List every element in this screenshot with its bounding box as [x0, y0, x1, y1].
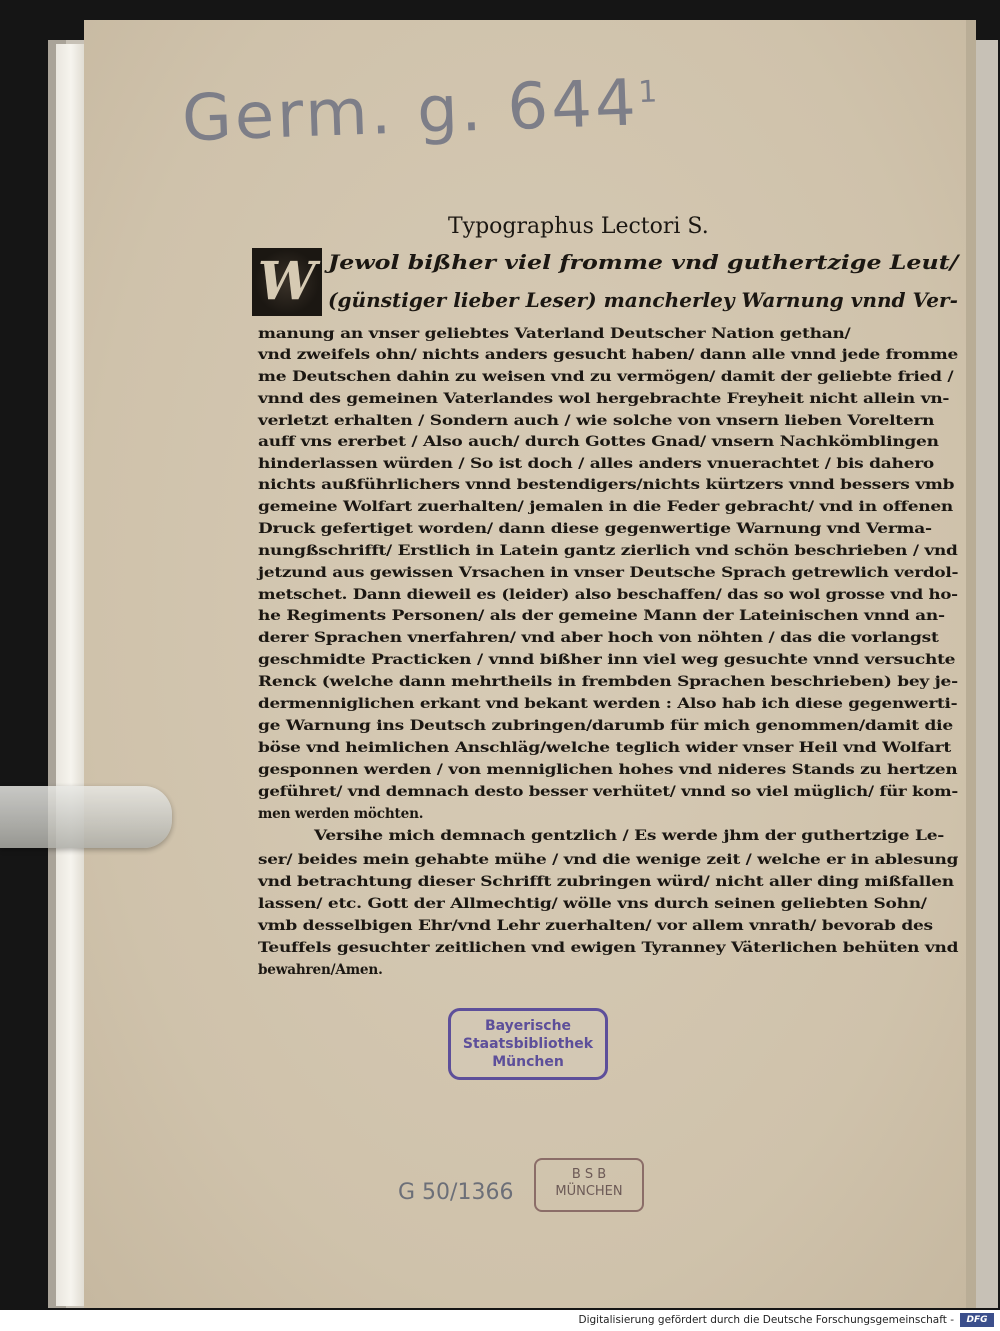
text-line: vmb desselbigen Ehr/vnd Lehr zuerhalten/ vor allem vnrath/ bevorab des [258, 918, 933, 934]
footer-bar [0, 1310, 1000, 1331]
stamp-line: München [492, 1054, 564, 1070]
paper-flap [56, 44, 86, 1306]
text-line: men werden möchten. [258, 806, 424, 822]
footer-credit: Digitalisierung gefördert durch die Deutsche Forschungsgemeinschaft - [578, 1314, 954, 1326]
text-line: gemeine Wolfart zuerhalten/ jemalen in die Feder gebracht/ vnd in offenen [258, 499, 954, 515]
text-line: derer Sprachen vnerfahren/ vnd aber hoch von nöhten / das die vorlangst [258, 630, 939, 646]
stamp-line: Staatsbibliothek [462, 1036, 594, 1052]
text-line: nichts außführlichers vnnd bestendigers/nichts kürtzers vnnd bessers vmb [258, 477, 955, 493]
text-line: Druck gefertiget worden/ dann diese gegenwertige Warnung vnd Verma- [258, 521, 932, 537]
initial-letter: W [257, 251, 317, 312]
stamp-line: B S B [571, 1167, 607, 1182]
text-line: Jewol bißher viel fromme vnd guthertzige Leut/ [328, 250, 959, 274]
text-line: geführet/ vnd demnach desto besser verhütet/ vnnd so viel müglich/ für kom- [258, 784, 959, 800]
text-line: gesponnen werden / von menniglichen hohes vnd nideres Stands zu hertzen [258, 762, 958, 778]
text-line: böse vnd heimlichen Anschläg/welche teglich wider vnser Heil vnd Wolfart [258, 740, 952, 756]
library-stamp [448, 1008, 608, 1080]
page-heading: Typographus Lectori S. [448, 214, 709, 239]
stamp-line: MÜNCHEN [555, 1184, 623, 1199]
text-line: Teuffels gesuchter zeitlichen vnd ewigen Tyranney Väterlichen behüten vnd [258, 940, 959, 956]
dfg-logo: DFG [960, 1313, 994, 1327]
page-edge [966, 20, 976, 1308]
text-line: bewahren/Amen. [258, 962, 383, 978]
text-line: jetzund aus gewissen Vrsachen in vnser Deutsche Sprach getrewlich verdol- [258, 565, 959, 581]
shelfmark-text: Germ. g. 644 [180, 66, 640, 157]
stamp-line: Bayerische [484, 1018, 572, 1034]
text-line: nungßschrifft/ Erstlich in Latein gantz zierlich vnd schön beschrieben / vnd [258, 543, 958, 559]
text-line: metschet. Dann dieweil es (leider) also beschaffen/ das so wol grosse vnd ho- [258, 587, 958, 603]
text-line: vnnd des gemeinen Vaterlandes wol hergebrachte Freyheit nicht allein vn- [258, 391, 950, 407]
text-line: manung an vnser geliebtes Vaterland Deutscher Nation gethan/ [258, 326, 851, 342]
text-line: he Regiments Personen/ als der gemeine Mann der Lateinischen vnnd an- [258, 608, 945, 624]
text-line: verletzt erhalten / Sondern auch / wie solche von vnsern lieben Voreltern [258, 413, 935, 429]
text-line: lassen/ etc. Gott der Allmechtig/ wölle vns durch seinen geliebten Sohn/ [258, 896, 927, 912]
bsb-stamp [534, 1158, 644, 1212]
decorated-initial [252, 248, 322, 316]
shelfmark-suffix: 1 [637, 74, 661, 111]
text-line: ser/ beides mein gehabte mühe / vnd die wenige zeit / welche er in ablesung [258, 852, 959, 868]
text-line: Renck (welche dann mehrtheils in frembden Sprachen beschrieben) bey je- [258, 674, 958, 690]
text-line: auff vns ererbet / Also auch/ durch Gottes Gnad/ vnsern Nachkömblingen [258, 434, 939, 450]
text-line: Versihe mich demnach gentzlich / Es werde jhm der guthertzige Le- [314, 828, 945, 844]
glass-clip [0, 786, 172, 848]
text-line: (günstiger lieber Leser) mancherley Warnung vnnd Ver- [328, 288, 958, 312]
text-line: hinderlassen würden / So ist doch / alles anders vnuerachtet / bis dahero [258, 456, 934, 472]
text-line: dermenniglichen erkant vnd bekant werden : Also hab ich diese gegenwerti- [258, 696, 958, 712]
text-line: vnd betrachtung dieser Schrifft zubringen würd/ nicht aller ding mißfallen [258, 874, 954, 890]
text-line: geschmidte Practicken / vnnd bißher inn viel weg gesuchte vnnd versuchte [258, 652, 956, 668]
text-line: ge Warnung ins Deutsch zubringen/darumb für mich genommen/damit die [258, 718, 953, 734]
text-line: vnd zweifels ohn/ nichts anders gesucht haben/ dann alle vnnd jede fromme [258, 347, 958, 363]
text-line: me Deutschen dahin zu weisen vnd zu vermögen/ damit der geliebte fried / [258, 369, 954, 385]
call-number: G 50/1366 [398, 1180, 514, 1205]
